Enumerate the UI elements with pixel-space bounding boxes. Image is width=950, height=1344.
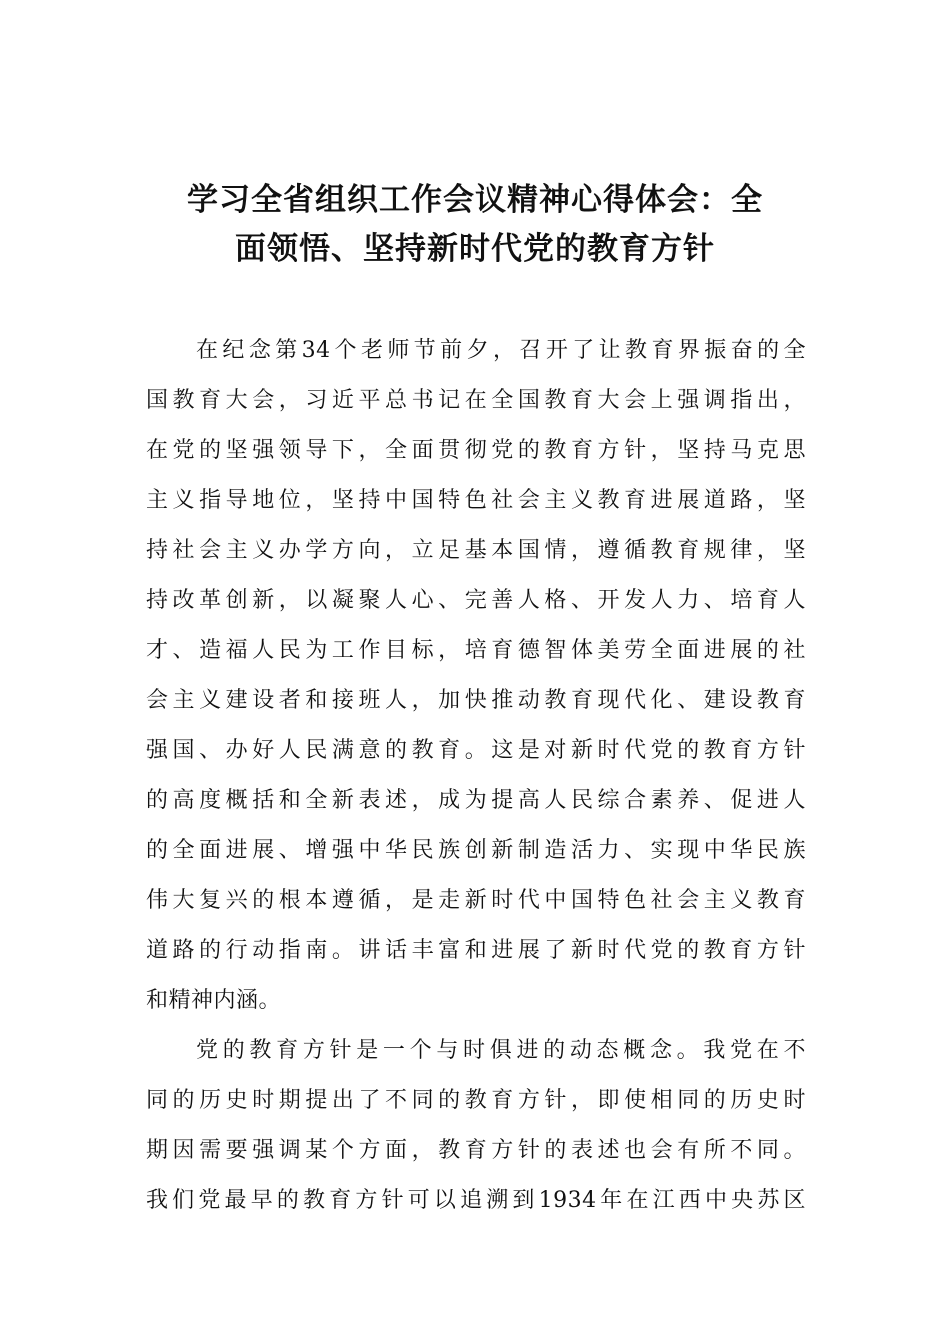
text-line: 持社会主义办学方向，立足基本国情，遵循教育规律，坚	[146, 538, 806, 563]
text-line: 我们党最早的教育方针可以追溯到1934年在江西中央苏区	[146, 1188, 806, 1213]
text-line: 才、造福人民为工作目标，培育德智体美劳全面进展的社	[146, 638, 806, 663]
text-line: 期因需要强调某个方面，教育方针的表述也会有所不同。	[146, 1138, 806, 1163]
text-line: 伟大复兴的根本遵循，是走新时代中国特色社会主义教育	[146, 888, 806, 913]
text-line: 会主义建设者和接班人，加快推动教育现代化、建设教育	[146, 688, 806, 713]
text-line: 的高度概括和全新表述，成为提高人民综合素养、促进人	[146, 788, 806, 813]
paragraph-1	[146, 326, 806, 1026]
text-line: 在党的坚强领导下，全面贯彻党的教育方针，坚持马克思	[146, 438, 806, 463]
text-line: 道路的行动指南。讲话丰富和进展了新时代党的教育方针	[146, 938, 806, 963]
title-line: 面领悟、坚持新时代党的教育方针	[235, 231, 715, 267]
paragraph-2	[146, 1026, 806, 1226]
text-line: 党的教育方针是一个与时俱进的动态概念。我党在不	[196, 1038, 806, 1063]
document-body	[146, 326, 806, 1226]
document-title	[140, 176, 810, 274]
text-line: 强国、办好人民满意的教育。这是对新时代党的教育方针	[146, 738, 806, 763]
text-line: 持改革创新，以凝聚人心、完善人格、开发人力、培育人	[146, 588, 806, 613]
text-line: 同的历史时期提出了不同的教育方针，即使相同的历史时	[146, 1088, 806, 1113]
text-line: 在纪念第34个老师节前夕，召开了让教育界振奋的全	[196, 338, 806, 363]
text-line: 国教育大会，习近平总书记在全国教育大会上强调指出，	[146, 388, 806, 413]
text-line: 主义指导地位，坚持中国特色社会主义教育进展道路，坚	[146, 488, 806, 513]
title-line: 学习全省组织工作会议精神心得体会：全	[187, 182, 763, 218]
text-line: 和精神内涵。	[146, 988, 282, 1013]
text-line: 的全面进展、增强中华民族创新制造活力、实现中华民族	[146, 838, 806, 863]
